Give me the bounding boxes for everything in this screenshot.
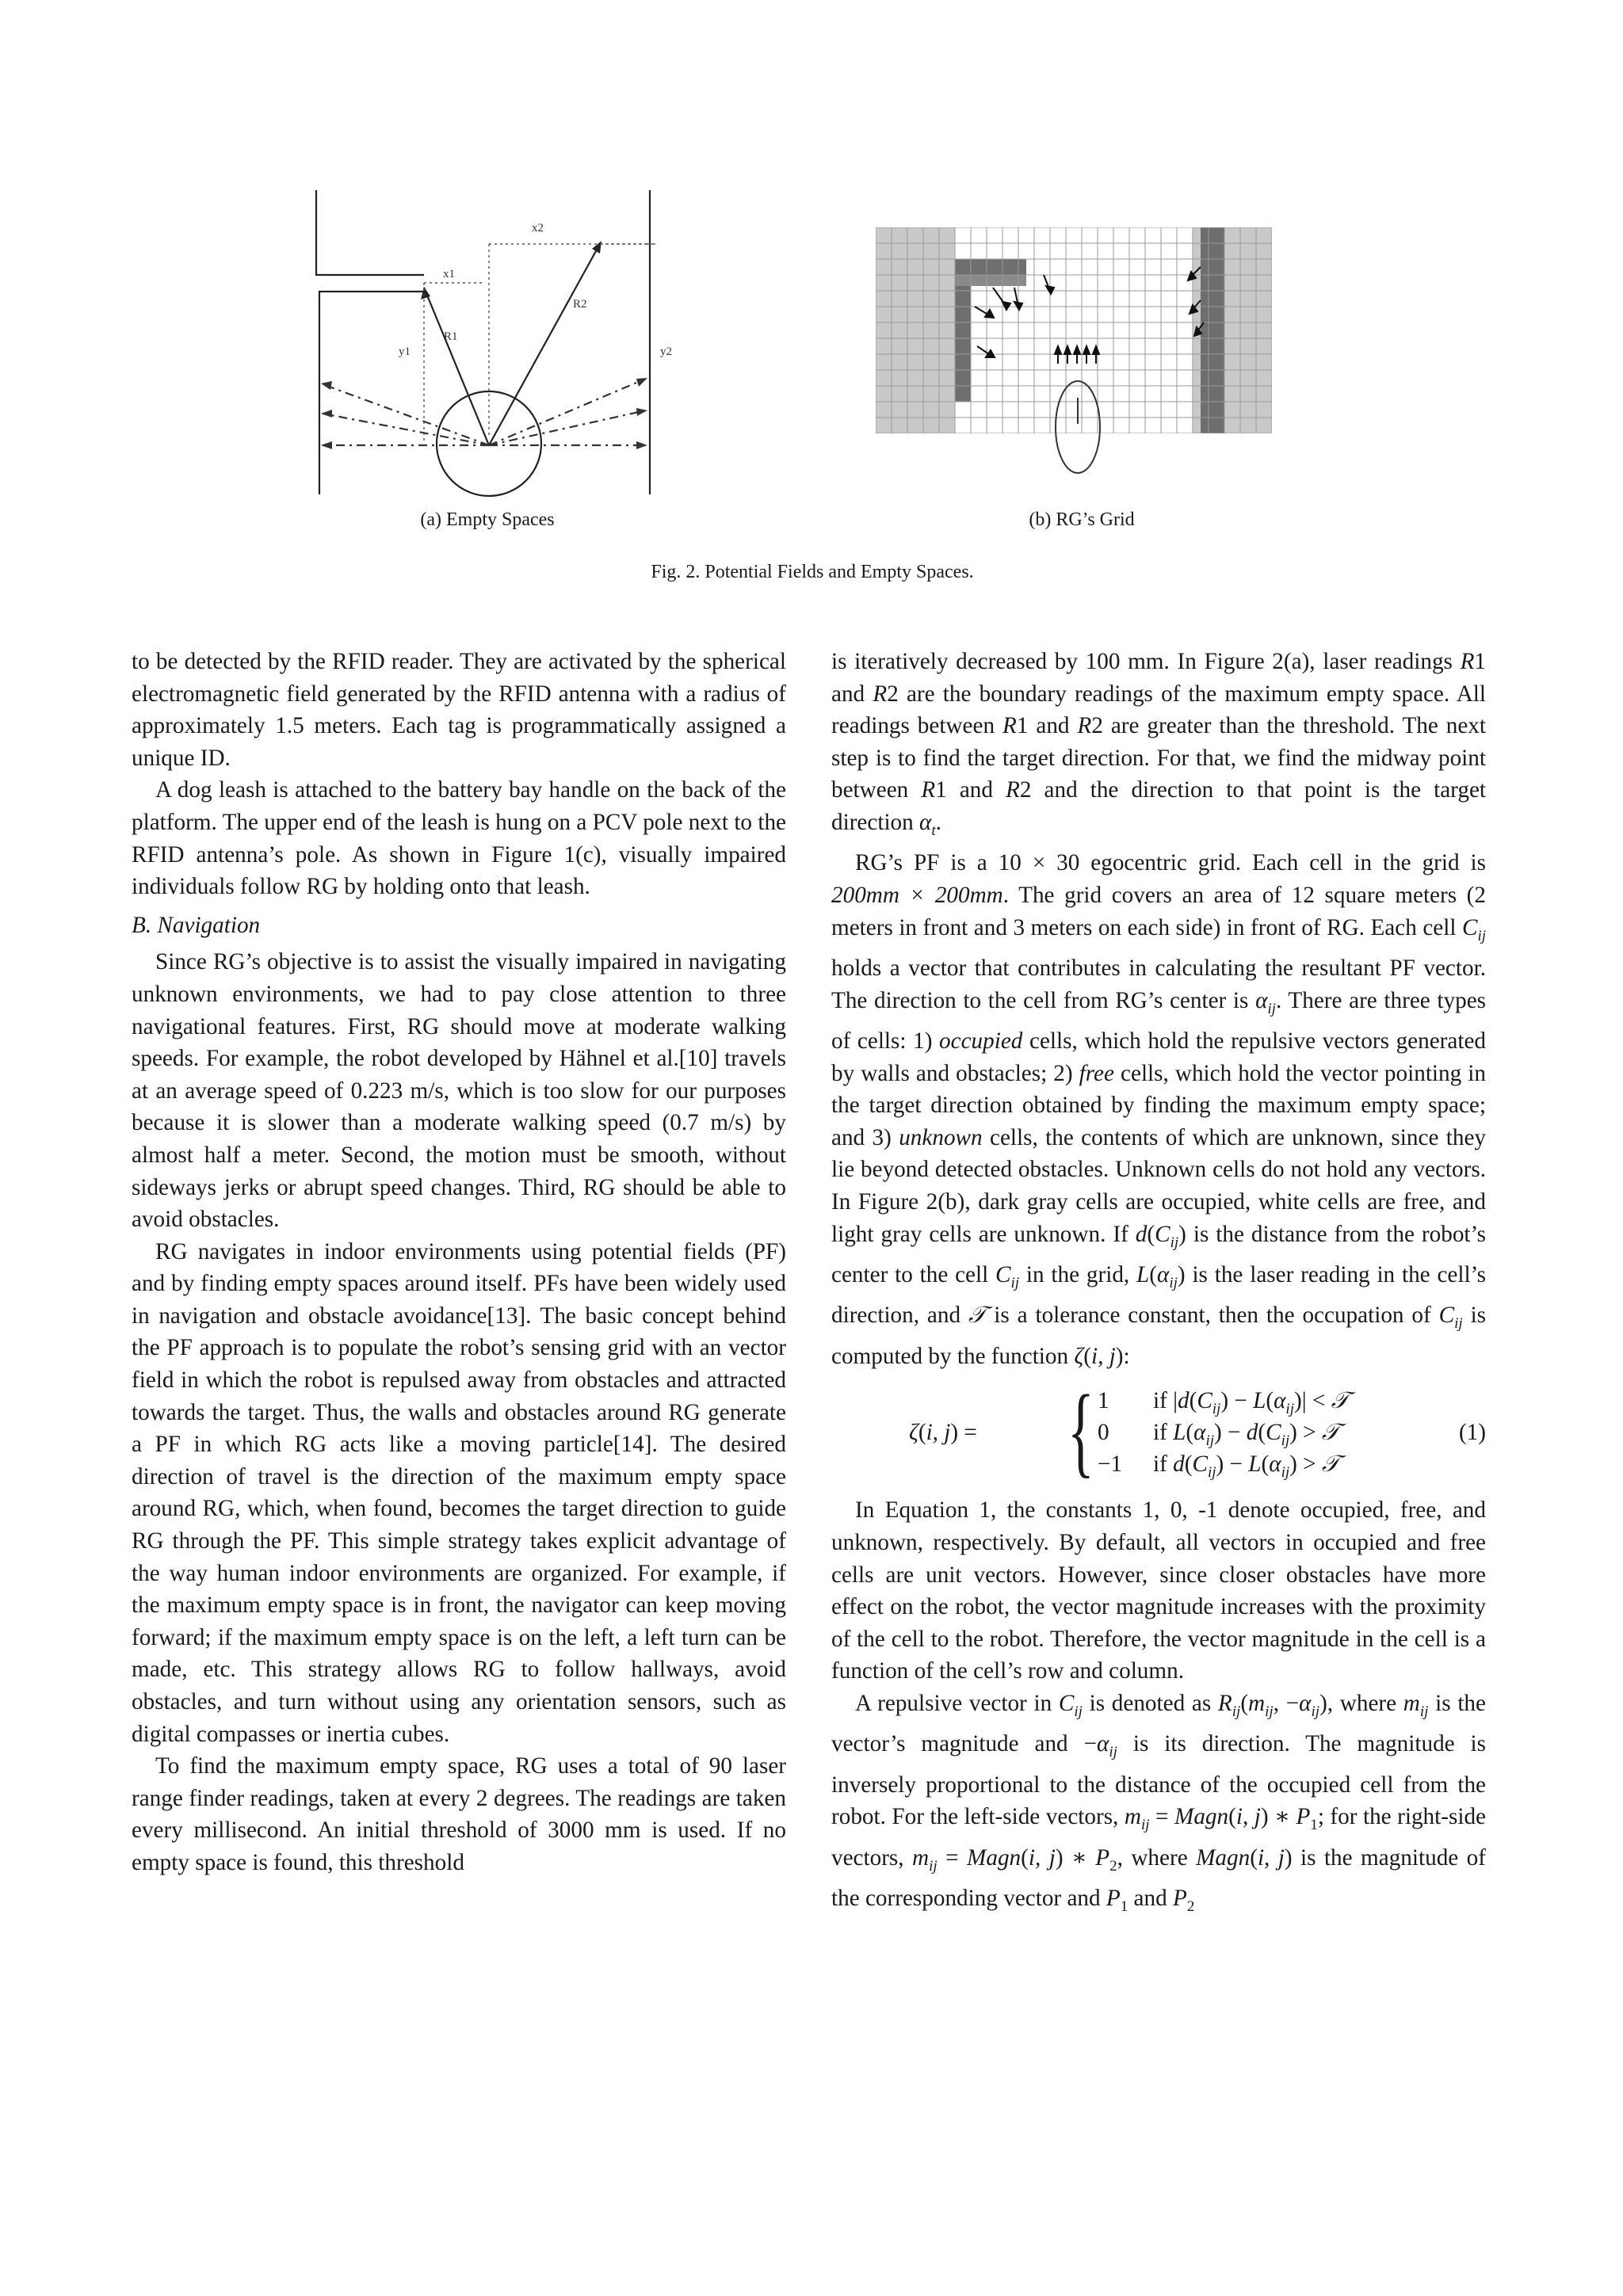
figure-b-rg-grid — [876, 227, 1272, 481]
label-x1: x1 — [443, 268, 455, 280]
equation-1: ζ(i, j) = { 1 if $|d(C_{ij}) - L(\alpha_{ij})|$ < 𝒯 0 if $L(\alpha_{ij}) - d(C_{ij})$ > 𝒯 −1 if $d(C_{ij}) - L(\alpha_{ij})$ > 𝒯 (1) — [909, 1375, 1486, 1488]
equation-number: (1) — [1458, 1420, 1486, 1446]
section-heading-navigation: B. Navigation — [132, 912, 261, 938]
right-column — [831, 646, 1486, 1924]
left-paragraph-5: To find the maximum empty space, RG uses a total of 90 laser range finder readings, taken at every 2 degrees. The readings are taken every millisecond. An initial threshold of 3000 mm is used. If no empty space is found, this threshold — [132, 1753, 786, 1875]
left-paragraph-4: RG navigates in indoor environments using potential fields (PF) and by finding empty spaces around itself. PFs have been widely used in navigation and obstacle avoidance[13]. The basic concept behind the PF approach is to populate the robot’s sensing grid with an vector field in which the robot is repulsed away from obstacles and attracted towards the target. Thus, the walls and obstacles around RG generate a PF in which RG acts like a moving particle[14]. The desired direction of travel is the direction of the maximum empty space around RG, which, when found, becomes the target direction to guide RG through the PF. This simple strategy takes explicit advantage of the way human indoor environments are organized. For example, if the maximum empty space is in front, the navigator can keep moving forward; if the maximum empty space is on the left, a left turn can be made, etc. This strategy allows RG to follow hallways, avoid obstacles, and turn without using any orientation sensors, such as digital compasses or inertia cubes. — [132, 1238, 786, 1747]
left-paragraph-3: Since RG’s objective is to assist the visually impaired in navigating unknown environments, we had to pay close attention to three navigational features. First, RG should move at moderate walking speeds. For example, the robot developed by Hähnel et al.[10] travels at an average speed of 0.223 m/s, which is too slow for our purposes because it is slower than a moderate walking speed (0.7 m/s) by almost half a meter. Second, the motion must be smooth, without sideways jerks or abrupt speed changes. Third, RG should be able to avoid obstacles. — [132, 949, 786, 1233]
left-paragraph-1: to be detected by the RFID reader. They are activated by the spherical electromagnetic field generated by the RFID antenna with a radius of approximately 1.5 meters. Each tag is programmatically assigned a unique ID. — [132, 649, 786, 771]
label-x2: x2 — [532, 222, 544, 235]
right-paragraph-4: A repulsive vector in $C_{ij}$ is denoted as $R_{ij}(m_{ij}$, $-\alpha_{ij}$), where $m_{ij}$ is the vector’s magnitude and $-\alpha_{ij}$ is its direction. The magnitude is inversely proportional to the distance of the occupied cell from the robot. For the left-side vectors, $m_{ij}$ = Magn(i, j) ∗ $P_1$; for the right-side vectors, $m_{ij}$ = Magn(i, j) ∗ $P_2$, where Magn(i, j) is the magnitude of the corresponding vector and $P_1$ and $P_2$ — [831, 1691, 1487, 1916]
left-column — [132, 646, 786, 1879]
right-paragraph-3: In Equation 1, the constants 1, 0, -1 denote occupied, free, and unknown, respectively. By default, all vectors in occupied and free cells are unit vectors. However, since closer obstacles have more effect on the robot, the vector magnitude increases with the proximity of the cell to the robot. Therefore, the vector magnitude in the cell is a function of the cell’s row and column. — [831, 1497, 1486, 1684]
figure-caption: Fig. 2. Potential Fields and Empty Spaces. — [651, 562, 974, 582]
figure-a-empty-spaces — [313, 190, 884, 507]
right-paragraph-2: RG’s PF is a 10 × 30 egocentric grid. Each cell in the grid is 200mm × 200mm. The grid covers an area of 12 square meters (2 meters in front and 3 meters on each side) in front of RG. Each cell $C_{ij}$ holds a vector that contributes in calculating the resultant PF vector. The direction to the cell from RG’s center is $\alpha_{ij}$. There are three types of cells: 1) occupied cells, which hold the repulsive vectors generated by walls and obstacles; 2) free cells, which hold the vector pointing in the target direction obtained by finding the maximum empty space; and 3) unknown cells, the contents of which are unknown, since they lie beyond detected obstacles. Unknown cells do not hold any vectors. In Figure 2(b), dark gray cells are occupied, white cells are free, and light gray cells are unknown. If $d(C_{ij})$ is the distance from the robot’s center to the cell $C_{ij}$ in the grid, $L(\alpha_{ij})$ is the laser reading in the cell’s direction, and 𝒯 is a tolerance constant, then the occupation of $C_{ij}$ is computed by the function ζ(i, j): — [831, 850, 1487, 1369]
subcaption-b: (b) RG’s Grid — [1029, 509, 1135, 530]
left-paragraph-2: A dog leash is attached to the battery bay handle on the back of the platform. The upper end of the leash is hung on a PCV pole next to the RFID antenna’s pole. As shown in Figure 1(c), visually impaired individuals follow RG by holding onto that leash. — [132, 777, 786, 900]
right-paragraph-1: is iteratively decreased by 100 mm. In Figure 2(a), laser readings R1 and R2 are the boundary readings of the maximum empty space. All readings between R1 and R2 are greater than the threshold. The next step is to find the target direction. For that, we find the midway point between R1 and R2 and the direction to that point is the target direction $\alpha_t$. — [831, 649, 1487, 839]
label-y2: y2 — [660, 345, 672, 358]
label-r2: R2 — [573, 298, 587, 311]
subcaption-a: (a) Empty Spaces — [420, 509, 555, 530]
label-y1: y1 — [399, 345, 411, 358]
label-r1: R1 — [444, 330, 458, 343]
